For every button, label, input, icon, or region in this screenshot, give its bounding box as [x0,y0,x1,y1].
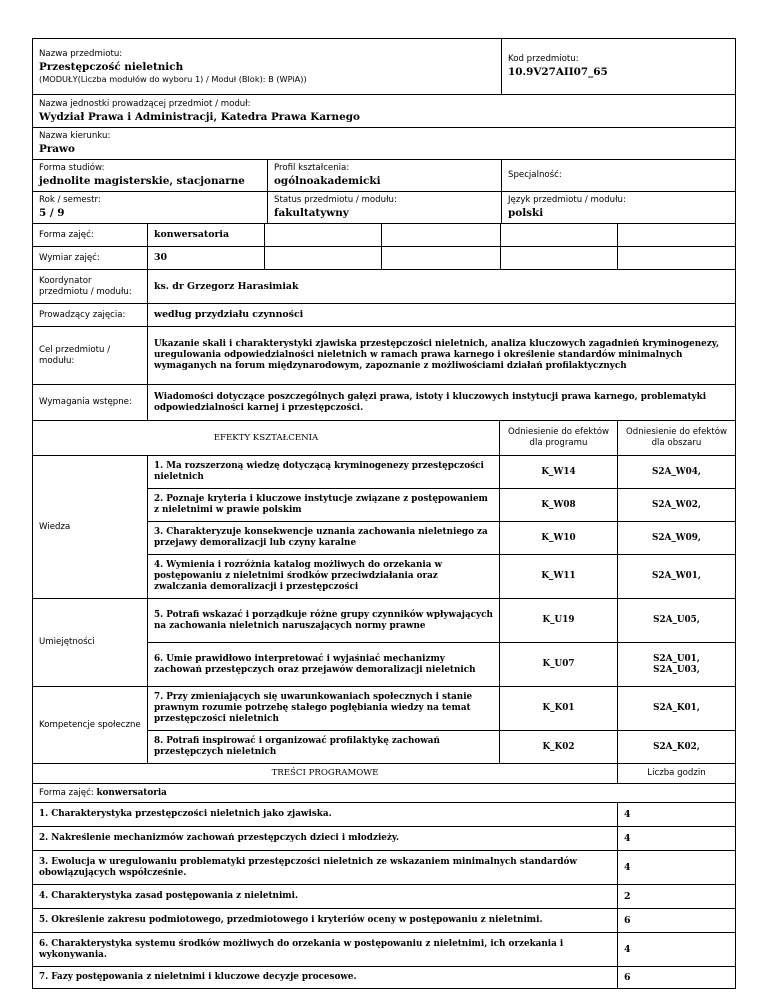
program-title: TREŚCI PROGRAMOWE [33,764,618,784]
program-table [32,763,736,989]
lang-label: Język przedmiotu / modułu: [508,195,626,205]
spec-label: Specjalność: [508,170,562,180]
topic-4-no: 4. [39,891,49,901]
topic-2-no: 2. [39,833,49,843]
subject-cell [33,39,502,95]
effect-1-text: 1. Ma rozszerzoną wiedzę dotyczącą kryminogenezy przestępczości nieletnich [148,456,500,489]
header-table [32,38,736,160]
goal-value: Ukazanie skali i charakterystyki zjawiska przestępczości nieletnich, analiza kluczowych zagadnień kryminogenezy, uregulowania odpowiedzialności nieletnich w ramach prawa karnego i określenie standardów minimalnych wymaganych na forum międzynarodowym, zapoznanie z możliwościami działań profilaktycznych [148,327,736,385]
topic-7-text: Fazy postępowania z nieletnimi i kluczowe decyzje procesowe. [51,972,357,982]
topic-5 [33,909,618,933]
form-label: Forma studiów: [39,163,105,173]
col-area-header: Odniesienie do efektów dla obszaru [618,421,736,456]
topic-4-hours: 2 [618,885,736,909]
program-form-value: konwersatoria [96,787,167,798]
program-hours-title: Liczba godzin [618,764,736,784]
topic-6-hours: 4 [618,933,736,967]
effect-7-program: K_K01 [500,687,618,731]
effects-table [32,420,736,764]
field-value: Prawo [39,143,75,155]
teacher-label: Prowadzący zajęcia: [33,304,148,327]
topic-3-text: Ewolucja w uregulowaniu problematyki przestępczości nieletnich ze wskazaniem minimalnych standardów obowiązujących współcześnie. [39,856,577,878]
topic-4-text: Charakterystyka zasad postępowania z nieletnimi. [51,891,299,901]
topic-7-no: 7. [39,972,49,982]
lang-value: polski [508,207,544,219]
topic-3 [33,851,618,885]
topic-2-text: Nakreślenie mechanizmów zachowań przestępczych dzieci i młodzieży. [51,833,400,843]
topic-5-no: 5. [39,915,49,925]
topic-2 [33,827,618,851]
year-cell [33,192,268,224]
field-label: Nazwa kierunku: [39,131,111,141]
program-form-row [33,784,736,803]
effect-6-area [618,643,736,687]
effect-8-area: S2A_K02, [618,731,736,764]
code-cell [502,39,736,95]
profile-value: ogólnoakademicki [274,175,381,187]
effect-3-text: 3. Charakteryzuje konsekwencje uznania zachowania nieletniego za przejawy demoralizacji lub czyny karalne [148,522,500,555]
form-value: jednolite magisterskie, stacjonarne [39,175,245,187]
class-hours-value: 30 [148,247,265,270]
classes-table [32,223,736,421]
topic-4 [33,885,618,909]
req-label: Wymagania wstępne: [33,385,148,421]
year-label: Rok / semestr: [39,195,101,205]
topic-6-text: Charakterystyka systemu środków możliwych do orzekania w postępowaniu z nieletnimi, ich orzekania i wykonywania. [39,938,564,960]
subject-label: Nazwa przedmiotu: [39,48,123,59]
effect-6-text: 6. Umie prawidłowo interpretować i wyjaśniać mechanizmy zachowań przestępczych oraz przejawów demoralizacji nieletnich [148,643,500,687]
topic-3-no: 3. [39,856,49,867]
topic-1 [33,803,618,827]
effect-5-area: S2A_U05, [618,599,736,643]
topic-6-no: 6. [39,938,49,949]
effect-4-program: K_W11 [500,555,618,599]
topic-5-hours: 6 [618,909,736,933]
effect-3-area: S2A_W09, [618,522,736,555]
goal-label: Cel przedmiotu / modułu: [33,327,148,385]
profile-label: Profil kształcenia: [274,163,350,173]
effect-7-area: S2A_K01, [618,687,736,731]
effect-3-program: K_W10 [500,522,618,555]
effect-6-area-2: S2A_U03, [653,664,700,675]
year-value: 5 / 9 [39,207,65,219]
code-label: Kod przedmiotu: [508,54,579,64]
topic-1-hours: 4 [618,803,736,827]
effect-6-area-1: S2A_U01, [653,653,700,664]
spec-cell [502,160,736,192]
status-cell [268,192,502,224]
class-form-value: konwersatoria [148,224,265,247]
study-info-table [32,159,736,224]
group-umiejetnosci: Umiejętności [33,599,148,687]
subject-sub: (MODUŁY(Liczba modułów do wyboru 1) / Moduł (Blok): B (WPiA)) [39,73,307,84]
topic-5-text: Określenie zakresu podmiotowego, przedmiotowego i kryteriów oceny w postępowaniu z nieletnimi. [51,915,543,925]
unit-cell [33,95,736,128]
class-hours-label: Wymiar zajęć: [33,247,148,270]
unit-label: Nazwa jednostki prowadzącej przedmiot / moduł: [39,98,251,109]
effect-8-text: 8. Potrafi inspirować i organizować profilaktykę zachowań przestępczych nieletnich [148,731,500,764]
teacher-value: według przydziału czynności [148,304,736,327]
group-kompetencje: Kompetencje społeczne [33,687,148,764]
effect-5-program: K_U19 [500,599,618,643]
profile-cell [268,160,502,192]
effect-4-area: S2A_W01, [618,555,736,599]
effect-5-text: 5. Potrafi wskazać i porządkuje różne grupy czynników wpływających na zachowania nieletnich naruszających normy prawne [148,599,500,643]
topic-6 [33,933,618,967]
effect-2-area: S2A_W02, [618,489,736,522]
effect-7-text: 7. Przy zmieniających się uwarunkowaniach społecznych i stanie prawnym rozumie potrzebę stałego pogłębiania wiedzy na temat przestępczości nieletnich [148,687,500,731]
topic-3-hours: 4 [618,851,736,885]
subject-name: Przestępczość nieletnich [39,60,184,73]
topic-7-hours: 6 [618,967,736,989]
status-label: Status przedmiotu / modułu: [274,195,397,205]
effects-title: EFEKTY KSZTAŁCENIA [33,421,500,456]
coord-label: Koordynator przedmiotu / modułu: [33,270,148,304]
topic-1-no: 1. [39,809,49,819]
effect-1-program: K_W14 [500,456,618,489]
topic-7 [33,967,618,989]
topic-2-hours: 4 [618,827,736,851]
field-cell [33,128,736,160]
lang-cell [502,192,736,224]
code-value: 10.9V27AII07_65 [508,66,608,78]
program-form-prefix: Forma zajęć: [39,787,94,798]
col-program-header: Odniesienie do efektów dla programu [500,421,618,456]
effect-8-program: K_K02 [500,731,618,764]
group-wiedza: Wiedza [33,456,148,599]
unit-value: Wydział Prawa i Administracji, Katedra Prawa Karnego [39,110,360,123]
coord-value: ks. dr Grzegorz Harasimiak [148,270,736,304]
effect-2-program: K_W08 [500,489,618,522]
topic-1-text: Charakterystyka przestępczości nieletnich jako zjawiska. [51,809,332,819]
status-value: fakultatywny [274,207,349,219]
class-form-label: Forma zajęć: [33,224,148,247]
syllabus-sheet [32,38,735,989]
effect-4-text: 4. Wymienia i rozróżnia katalog możliwych do orzekania w postępowaniu z nieletnimi środków przeciwdziałania oraz zwalczania demoralizacji i przestępczości [148,555,500,599]
effect-6-program: K_U07 [500,643,618,687]
form-cell [33,160,268,192]
effect-1-area: S2A_W04, [618,456,736,489]
effect-2-text: 2. Poznaje kryteria i kluczowe instytucje związane z postępowaniem z nieletnimi w prawie polskim [148,489,500,522]
req-value: Wiadomości dotyczące poszczególnych gałęzi prawa, istoty i kluczowych instytucji prawa karnego, problematyki odpowiedzialności karnej i przestępczości. [148,385,736,421]
